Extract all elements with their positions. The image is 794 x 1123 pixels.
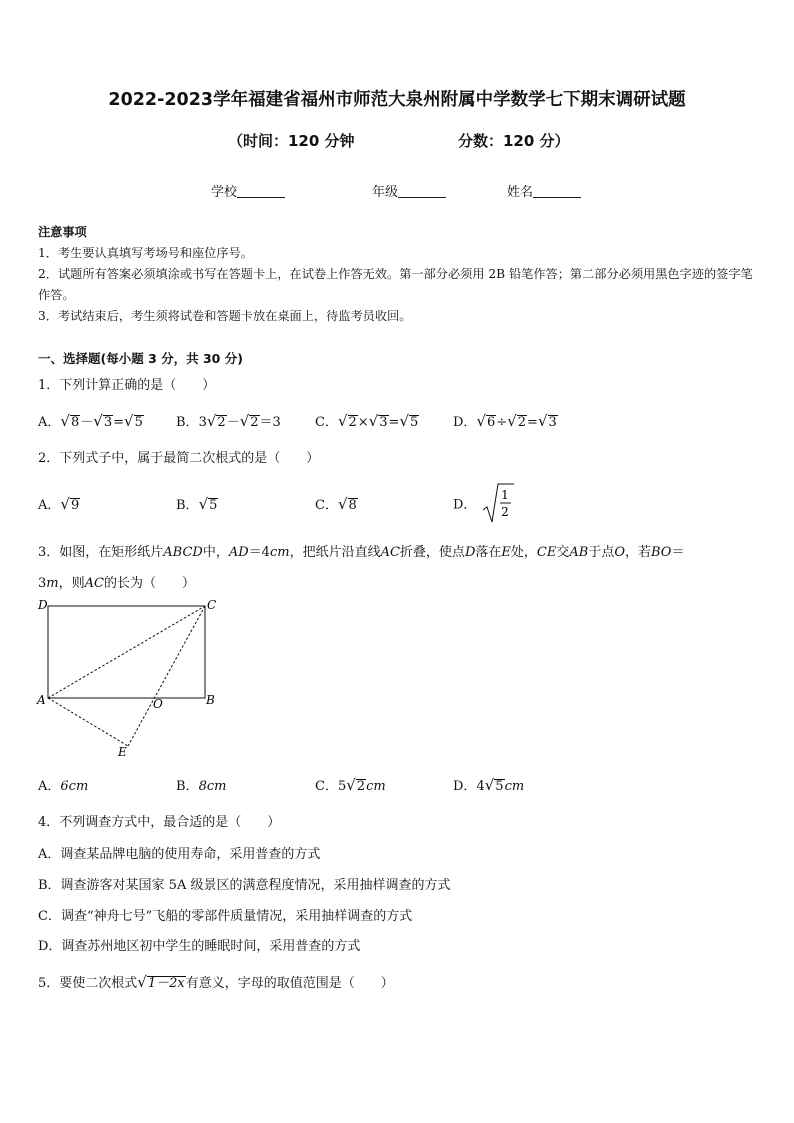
radicand: 6 bbox=[487, 415, 496, 430]
text: ＝4 bbox=[248, 545, 270, 560]
option-label: D． bbox=[453, 415, 477, 430]
radical-icon: √ bbox=[537, 412, 548, 430]
option-label: D． bbox=[453, 779, 477, 794]
text: 3．如图，在矩形纸片 bbox=[38, 545, 164, 560]
q2-option-a[interactable] bbox=[38, 494, 80, 513]
radicand: 2 bbox=[217, 415, 226, 430]
text: 中， bbox=[202, 545, 229, 560]
radical-icon: √ bbox=[60, 495, 70, 513]
radicand: 3 bbox=[379, 415, 388, 430]
note-item: 3．考试结束后，考生须将试卷和答题卡放在桌面上，待监考员收回。 bbox=[38, 309, 412, 323]
option-label: C． bbox=[315, 779, 338, 794]
math-var: E bbox=[501, 545, 511, 560]
segment-ae bbox=[48, 698, 128, 746]
text: 3 bbox=[38, 576, 47, 591]
math-var: AB bbox=[569, 545, 589, 560]
radicand: 2 bbox=[517, 415, 527, 430]
math-var: ABCD bbox=[163, 545, 203, 560]
q3-option-c[interactable] bbox=[315, 775, 386, 794]
math-var: m bbox=[46, 576, 59, 591]
name-blank[interactable] bbox=[533, 185, 581, 198]
radicand: 5 bbox=[134, 415, 143, 430]
radical-icon: √ bbox=[239, 412, 250, 430]
option-value: 6cm bbox=[60, 779, 89, 794]
radicand: 9 bbox=[70, 498, 80, 513]
q2-option-d[interactable] bbox=[453, 482, 515, 524]
radicand: 3 bbox=[548, 415, 557, 430]
note-item: 1．考生要认真填写考场号和座位序号。 bbox=[38, 246, 253, 260]
q3-option-d[interactable] bbox=[453, 775, 524, 794]
exam-score: 分数：120 分） bbox=[458, 132, 570, 150]
segment-ce bbox=[128, 606, 205, 746]
text: 处， bbox=[510, 545, 537, 560]
radical-icon: √ bbox=[137, 973, 147, 991]
math-var: AD bbox=[228, 545, 249, 560]
diagonal-ac bbox=[48, 606, 205, 698]
radicand: 1－2x bbox=[147, 976, 185, 991]
point-label-a: A bbox=[37, 693, 46, 707]
q1-option-c[interactable] bbox=[315, 411, 419, 430]
option-label: B． bbox=[176, 498, 199, 513]
fraction-numerator: 1 bbox=[500, 488, 509, 502]
radicand: 5 bbox=[410, 415, 419, 430]
option-label: C． bbox=[315, 415, 338, 430]
text: 折叠，使点 bbox=[399, 545, 465, 560]
text: ，若 bbox=[625, 545, 652, 560]
math-var: AC bbox=[84, 576, 104, 591]
q1-option-d[interactable] bbox=[453, 411, 558, 430]
text: ，则 bbox=[58, 576, 85, 591]
text: ＝ bbox=[671, 545, 685, 560]
radical-icon: √ bbox=[198, 495, 209, 513]
exam-time: （时间：120 分钟 bbox=[228, 132, 355, 150]
school-field[interactable] bbox=[211, 181, 285, 200]
option-label: A． bbox=[38, 779, 61, 794]
option-label: D． bbox=[453, 497, 477, 513]
text: 有意义，字母的取值范围是（ ） bbox=[185, 976, 394, 991]
option-label: B． bbox=[176, 415, 199, 430]
radicand: 2 bbox=[356, 779, 366, 794]
text: 于点 bbox=[588, 545, 615, 560]
point-label-d: D bbox=[38, 598, 48, 612]
q2-stem: 2．下列式子中，属于最简二次根式的是（ ） bbox=[38, 451, 320, 466]
math-var: CE bbox=[536, 545, 557, 560]
q5-stem bbox=[38, 972, 394, 991]
q3-figure bbox=[34, 596, 224, 760]
q2-option-c[interactable] bbox=[315, 494, 358, 513]
q3-stem-line2 bbox=[38, 572, 195, 591]
notes-heading: 注意事项 bbox=[38, 225, 87, 239]
school-blank[interactable] bbox=[237, 185, 285, 198]
grade-blank[interactable] bbox=[398, 185, 446, 198]
radical-icon: √ bbox=[346, 776, 356, 794]
radical-icon: √ bbox=[368, 412, 379, 430]
school-label: 学校 bbox=[211, 185, 238, 200]
radical-icon bbox=[481, 482, 515, 524]
radicand: 5 bbox=[209, 498, 218, 513]
radicand: 8 bbox=[348, 498, 357, 513]
math-var: AC bbox=[380, 545, 400, 560]
radicand: 3 bbox=[103, 415, 113, 430]
note-item: 2．试题所有答案必须填涂或书写在答题卡上，在试卷上作答无效。第一部分必须用 2B 铅笔作答；第二部分必须用黑色字迹的签字笔作答。 bbox=[38, 267, 753, 302]
radical-icon: √ bbox=[484, 776, 495, 794]
point-label-b: B bbox=[206, 693, 215, 707]
operator: × bbox=[357, 415, 369, 430]
radicand: 2 bbox=[250, 415, 259, 430]
math-var: BO bbox=[651, 545, 672, 560]
text: 交 bbox=[556, 545, 570, 560]
equals: ＝3 bbox=[259, 415, 281, 430]
name-label: 姓名 bbox=[507, 185, 534, 200]
radical-icon: √ bbox=[60, 412, 70, 430]
radical-icon: √ bbox=[337, 412, 348, 430]
notes-block bbox=[38, 222, 758, 327]
equals: = bbox=[388, 415, 400, 430]
radical-icon: √ bbox=[124, 412, 134, 430]
radical-icon: √ bbox=[476, 412, 486, 430]
coefficient: 4 bbox=[476, 779, 485, 794]
radical-icon: √ bbox=[206, 412, 217, 430]
q3-option-a[interactable] bbox=[38, 775, 88, 794]
unit: cm bbox=[504, 779, 525, 794]
q4-option-a[interactable]: A．调查某品牌电脑的使用寿命，采用普查的方式 bbox=[38, 847, 321, 862]
q3-option-b[interactable] bbox=[176, 775, 226, 794]
unit: cm bbox=[366, 779, 386, 794]
coefficient: 3 bbox=[198, 415, 207, 430]
text: 的长为（ ） bbox=[103, 576, 195, 591]
operator: ÷ bbox=[496, 415, 508, 430]
grade-label: 年级 bbox=[372, 185, 399, 200]
equals: = bbox=[113, 415, 124, 430]
section-title: 一、选择题(每小题 3 分，共 30 分) bbox=[38, 351, 243, 366]
math-var: cm bbox=[269, 545, 290, 560]
radical-icon: √ bbox=[399, 412, 410, 430]
fraction-denominator: 2 bbox=[500, 505, 509, 519]
q4-stem: 4．不列调查方式中，最合适的是（ ） bbox=[38, 815, 281, 830]
q1-option-b[interactable] bbox=[176, 411, 281, 430]
radical-icon: √ bbox=[507, 412, 517, 430]
q2-option-b[interactable] bbox=[176, 494, 218, 513]
operator: － bbox=[80, 415, 94, 430]
name-field[interactable] bbox=[507, 181, 581, 200]
radicand: 8 bbox=[70, 415, 80, 430]
text: 落在 bbox=[475, 545, 502, 560]
radicand: 2 bbox=[348, 415, 357, 430]
q1-stem: 1．下列计算正确的是（ ） bbox=[38, 378, 216, 393]
equals: = bbox=[527, 415, 538, 430]
page-title: 2022-2023学年福建省福州市师范大泉州附属中学数学七下期末调研试题 bbox=[108, 90, 686, 110]
option-label: A． bbox=[38, 415, 61, 430]
point-label-c: C bbox=[207, 598, 217, 612]
q3-stem-line1 bbox=[38, 541, 684, 560]
coefficient: 5 bbox=[337, 779, 347, 794]
q4-option-d[interactable]: D．调查苏州地区初中学生的睡眠时间，采用普查的方式 bbox=[38, 939, 361, 954]
radical-icon: √ bbox=[337, 495, 348, 513]
q4-option-c[interactable]: C．调查“神舟七号”飞船的零部件质量情况，采用抽样调查的方式 bbox=[38, 909, 413, 924]
option-label: A． bbox=[38, 498, 61, 513]
q4-option-b[interactable]: B．调查游客对某国家 5A 级景区的满意程度情况，采用抽样调查的方式 bbox=[38, 878, 451, 893]
option-label: C． bbox=[315, 498, 338, 513]
text: 5．要使二次根式 bbox=[38, 976, 138, 991]
grade-field[interactable] bbox=[372, 181, 446, 200]
option-value: 8cm bbox=[198, 779, 227, 794]
operator: － bbox=[226, 415, 240, 430]
point-label-o: O bbox=[153, 697, 163, 711]
point-label-e: E bbox=[118, 745, 127, 759]
math-var: D bbox=[464, 545, 476, 560]
math-var: O bbox=[614, 545, 625, 560]
radical-icon: √ bbox=[93, 412, 103, 430]
text: ，把纸片沿直线 bbox=[289, 545, 381, 560]
q1-option-a[interactable] bbox=[38, 411, 144, 430]
radicand: 5 bbox=[495, 779, 504, 794]
option-label: B． bbox=[176, 779, 199, 794]
